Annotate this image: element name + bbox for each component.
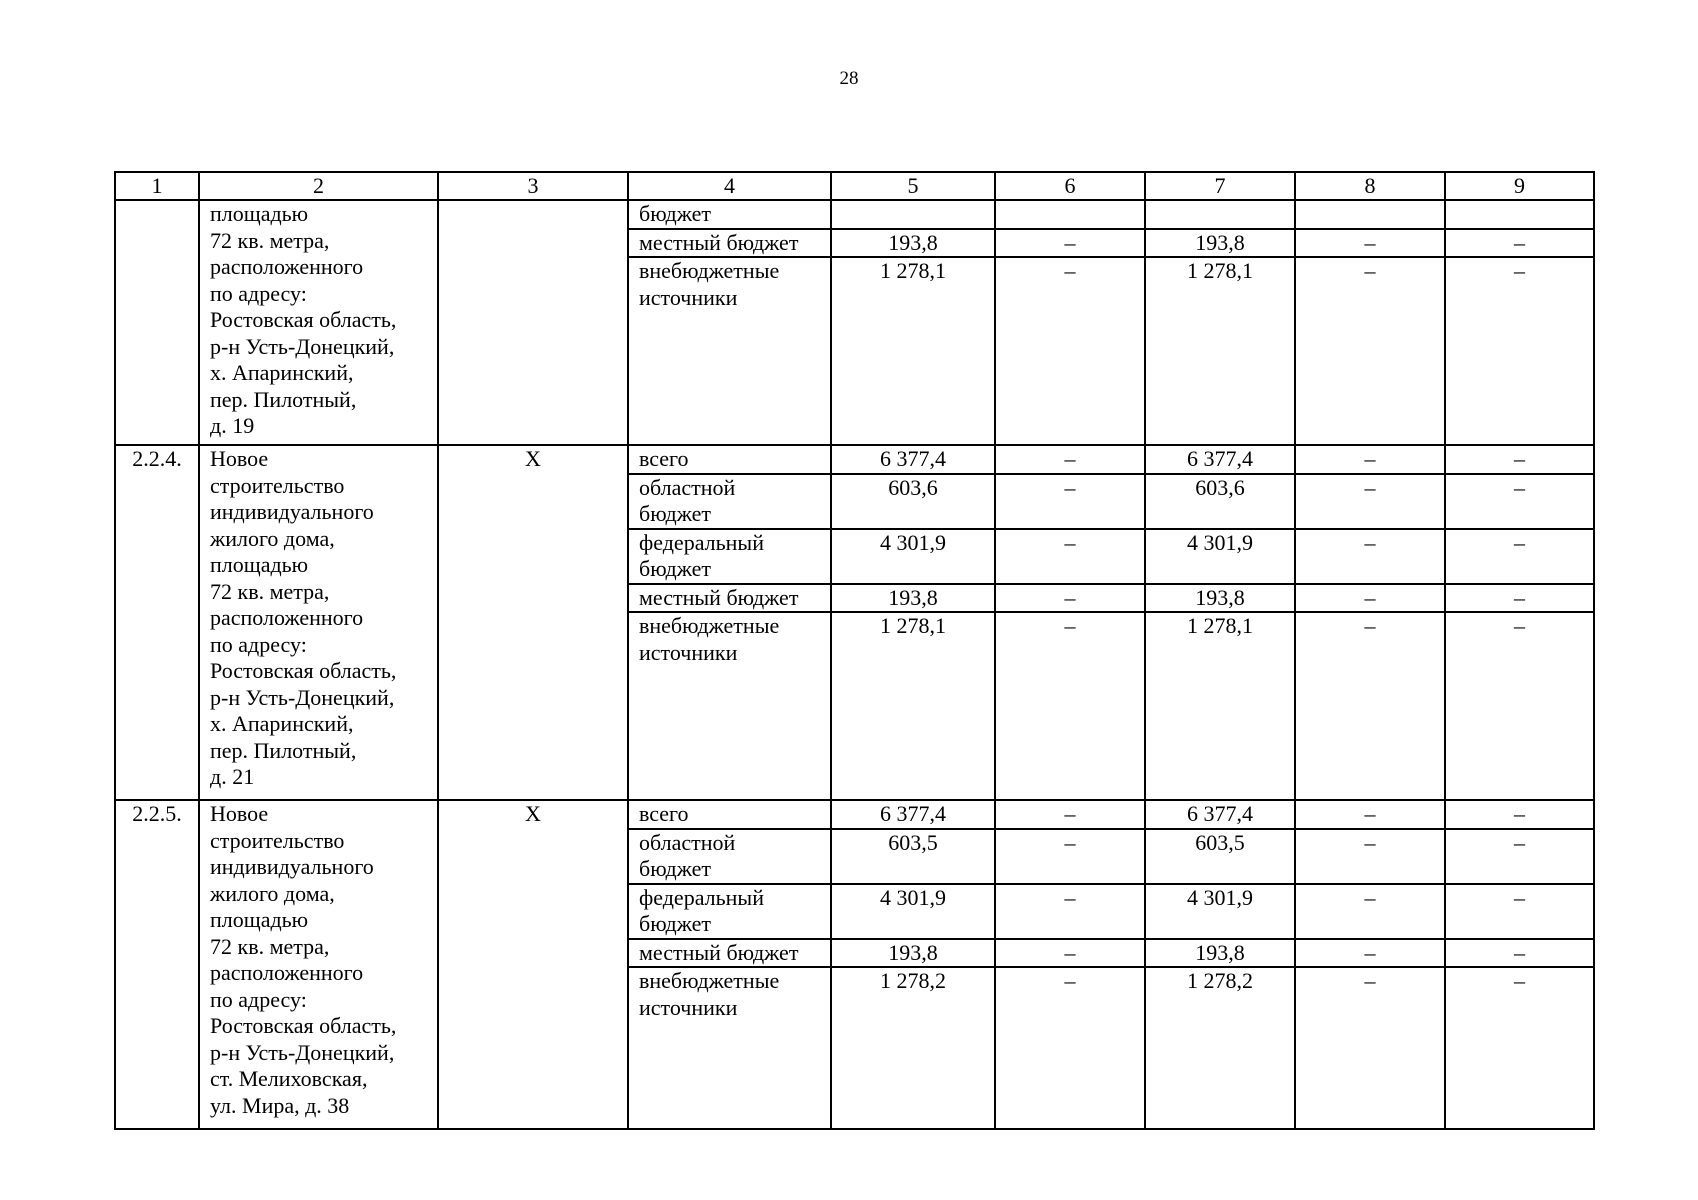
value-cell: – <box>1295 229 1445 258</box>
value-cell: 603,6 <box>831 474 995 529</box>
value-cell: – <box>1445 584 1594 613</box>
value-cell: 193,8 <box>831 229 995 258</box>
value-cell: – <box>1445 884 1594 939</box>
header-row <box>115 172 1594 200</box>
item-number-cell: 2.2.5. <box>115 800 199 1129</box>
value-cell: – <box>1295 967 1445 1129</box>
value-cell: – <box>995 584 1145 613</box>
value-cell: 1 278,1 <box>1145 257 1295 445</box>
value-cell: 1 278,2 <box>1145 967 1295 1129</box>
value-cell: – <box>1295 445 1445 474</box>
value-cell: 4 301,9 <box>831 884 995 939</box>
value-cell: 1 278,2 <box>831 967 995 1129</box>
header-cell: 8 <box>1295 172 1445 200</box>
item-name-cell: Новое строительство индивидуального жилого дома, площадью 72 кв. метра, расположенного по адресу: Ростовская область, р-н Усть-Донецкий, ст. Мелиховская, ул. Мира, д. 38 <box>199 800 438 1129</box>
value-cell: 193,8 <box>1145 939 1295 968</box>
header-cell: 4 <box>628 172 831 200</box>
value-cell: – <box>1295 800 1445 829</box>
value-cell: 6 377,4 <box>1145 445 1295 474</box>
value-cell: 193,8 <box>831 939 995 968</box>
header-cell: 1 <box>115 172 199 200</box>
value-cell: 6 377,4 <box>831 800 995 829</box>
table-row <box>115 200 1594 229</box>
value-cell: – <box>995 967 1145 1129</box>
value-cell: 4 301,9 <box>1145 529 1295 584</box>
value-cell: 193,8 <box>1145 584 1295 613</box>
funding-source-cell: внебюджетные источники <box>628 612 831 800</box>
funding-source-cell: местный бюджет <box>628 229 831 258</box>
value-cell: – <box>995 939 1145 968</box>
value-cell: – <box>1295 939 1445 968</box>
value-cell: – <box>1295 474 1445 529</box>
value-cell: 193,8 <box>831 584 995 613</box>
value-cell: – <box>995 474 1145 529</box>
value-cell: – <box>995 884 1145 939</box>
value-cell: – <box>1445 257 1594 445</box>
col3-cell: Х <box>438 800 628 1129</box>
header-cell: 5 <box>831 172 995 200</box>
value-cell: 6 377,4 <box>1145 800 1295 829</box>
value-cell <box>831 200 995 229</box>
value-cell: 1 278,1 <box>1145 612 1295 800</box>
header-cell: 6 <box>995 172 1145 200</box>
col3-cell: Х <box>438 445 628 800</box>
funding-source-cell: местный бюджет <box>628 584 831 613</box>
value-cell: 4 301,9 <box>1145 884 1295 939</box>
value-cell: – <box>995 612 1145 800</box>
page-number: 28 <box>839 68 859 89</box>
value-cell: – <box>1445 612 1594 800</box>
value-cell <box>1445 200 1594 229</box>
item-number-cell: 2.2.4. <box>115 445 199 800</box>
value-cell: – <box>1295 884 1445 939</box>
header-cell: 7 <box>1145 172 1295 200</box>
value-cell: – <box>1295 257 1445 445</box>
value-cell: – <box>1295 612 1445 800</box>
header-cell: 9 <box>1445 172 1594 200</box>
value-cell: – <box>995 229 1145 258</box>
value-cell: 4 301,9 <box>831 529 995 584</box>
value-cell: – <box>1445 967 1594 1129</box>
funding-source-cell: бюджет <box>628 200 831 229</box>
value-cell: – <box>1445 939 1594 968</box>
value-cell: 603,6 <box>1145 474 1295 529</box>
value-cell: – <box>1295 829 1445 884</box>
value-cell: – <box>995 800 1145 829</box>
value-cell: – <box>995 257 1145 445</box>
funding-source-cell: внебюджетные источники <box>628 257 831 445</box>
header-cell: 3 <box>438 172 628 200</box>
value-cell <box>995 200 1145 229</box>
value-cell: – <box>995 529 1145 584</box>
funding-source-cell: внебюджетные источники <box>628 967 831 1129</box>
value-cell: 603,5 <box>831 829 995 884</box>
value-cell: 6 377,4 <box>831 445 995 474</box>
funding-source-cell: федеральный бюджет <box>628 884 831 939</box>
value-cell: – <box>995 445 1145 474</box>
funding-source-cell: всего <box>628 445 831 474</box>
table-row <box>115 445 1594 474</box>
table-row <box>115 800 1594 829</box>
value-cell <box>1295 200 1445 229</box>
item-name-cell: площадью 72 кв. метра, расположенного по адресу: Ростовская область, р-н Усть-Донецкий, х. Апаринский, пер. Пилотный, д. 19 <box>199 200 438 445</box>
funding-source-cell: всего <box>628 800 831 829</box>
value-cell: 193,8 <box>1145 229 1295 258</box>
value-cell: – <box>1445 829 1594 884</box>
funding-source-cell: местный бюджет <box>628 939 831 968</box>
value-cell: 603,5 <box>1145 829 1295 884</box>
value-cell: – <box>1445 474 1594 529</box>
value-cell: – <box>1295 529 1445 584</box>
funding-source-cell: областной бюджет <box>628 829 831 884</box>
funding-source-cell: областной бюджет <box>628 474 831 529</box>
value-cell: – <box>1445 800 1594 829</box>
value-cell: – <box>1445 445 1594 474</box>
value-cell: 1 278,1 <box>831 612 995 800</box>
value-cell: – <box>1295 584 1445 613</box>
funding-source-cell: федеральный бюджет <box>628 529 831 584</box>
item-name-cell: Новое строительство индивидуального жилого дома, площадью 72 кв. метра, расположенного по адресу: Ростовская область, р-н Усть-Донецкий, х. Апаринский, пер. Пилотный, д. 21 <box>199 445 438 800</box>
value-cell: – <box>1445 229 1594 258</box>
item-number-cell <box>115 200 199 445</box>
budget-table <box>114 171 1595 1130</box>
col3-cell <box>438 200 628 445</box>
value-cell <box>1145 200 1295 229</box>
header-cell: 2 <box>199 172 438 200</box>
value-cell: – <box>1445 529 1594 584</box>
value-cell: 1 278,1 <box>831 257 995 445</box>
value-cell: – <box>995 829 1145 884</box>
